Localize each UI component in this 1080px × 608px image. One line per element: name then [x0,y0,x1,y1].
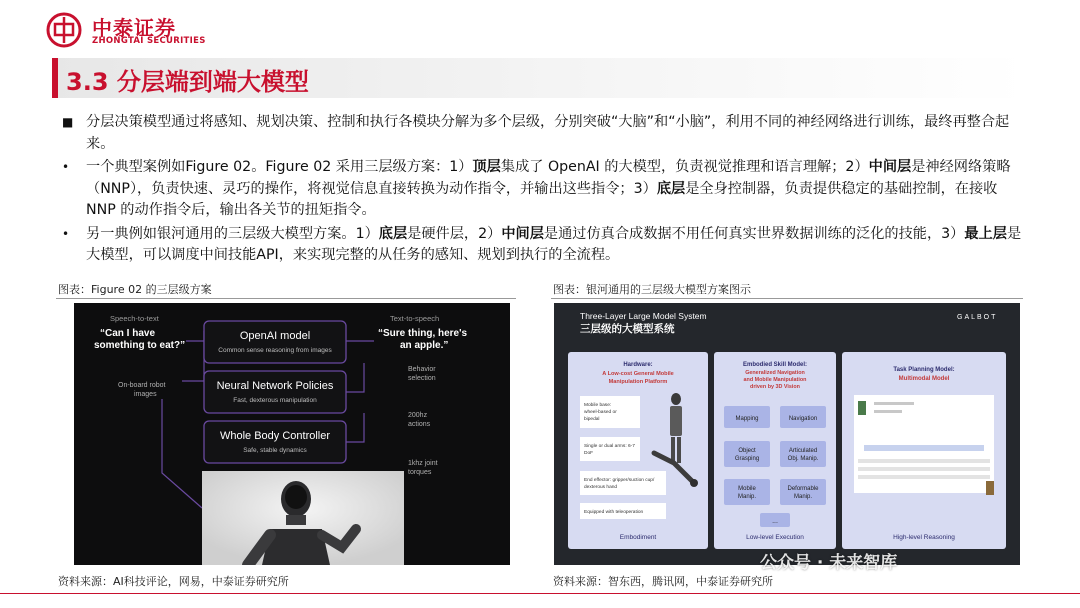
bullet-mark: • [62,160,70,174]
hardware-item-2 [580,437,640,461]
watermark: 公众号 · 未来智库 [760,553,898,573]
bullet-text [86,224,1028,267]
bullet-emphasis: 顶层 [472,159,501,175]
galbot-title-cn: 三层级的大模型系统 [580,323,675,335]
hardware-head1: Hardware: [623,362,653,368]
page-title: 3.3 分层端到端大模型 [66,68,309,96]
hardware-head2b: Manipulation Platform [608,379,668,385]
brand-name-cn: 中泰证券 [92,16,176,40]
skill-object-grasping [724,441,770,467]
onboard-label-line1: On-board robot [118,382,166,389]
onboard-label-line2: images [134,391,157,398]
bullet-item [62,112,1028,155]
bullet-list [62,112,1028,269]
svg-text:Mobile: Mobile [738,486,756,492]
planning-head2: Multimodal Model [898,376,950,382]
skill-mobile-manip [724,479,770,505]
image-flow-line [162,399,202,508]
note-1khz-line2: torques [408,469,432,476]
svg-text:DoF: DoF [584,451,594,456]
hardware-item-3 [580,471,666,495]
figure-left-divider [56,298,516,299]
layer-box-openai [204,321,346,363]
figure-right-divider [551,298,1023,299]
bullet-text [86,112,1028,155]
svg-text:Articulated: Articulated [788,448,818,454]
out-flow-mid [346,363,364,392]
svg-text:Deformable: Deformable [787,486,819,492]
figure-left-source: 资料来源：AI科技评论，网易，中泰证券研究所 [58,575,289,588]
svg-text:Grasping: Grasping [734,456,760,462]
hardware-footer: Embodiment [619,534,657,541]
bullet-emphasis: 中间层 [868,159,912,175]
bullet-segment: 是通过仿真合成数据不用任何真实世界数据训练的泛化的技能，3） [543,225,965,242]
svg-text:Object: Object [738,448,756,454]
galbot-diagram [554,303,1020,565]
svg-text:bipedal: bipedal [584,417,600,422]
bullet-emphasis: 最上层 [964,225,1007,242]
layer-desc-wbc: Safe, stable dynamics [243,447,307,454]
quote-in-line2: something to eat?” [94,340,186,351]
layer-box-wbc [204,421,346,463]
bullet-segment: 是大模型，可以调度中间技能API，来实现完整的从任务的感知、规划到执行的全流程。 [86,225,1022,263]
svg-text:wheel-based or: wheel-based or [584,410,617,415]
zhongtai-logo-icon [46,12,82,48]
bullet-segment: 集成了 OpenAI 的大模型，负责视觉推理和语言理解；2） [500,159,869,175]
figure-right-source: 资料来源：智东西，腾讯网，中泰证券研究所 [553,575,773,588]
svg-text:Equipped with teleoperation: Equipped with teleoperation [584,510,644,515]
svg-text:Manip.: Manip. [737,494,757,500]
note-behavior-line2: selection [408,375,436,382]
text-to-speech-label: Text-to-speech [390,314,440,323]
bullet-item [62,157,1028,222]
brand-name-en: ZHONGTAI SECURITIES [92,36,206,46]
svg-text:Manip.: Manip. [793,494,813,500]
svg-text:driven by 3D Vision: driven by 3D Vision [750,384,800,390]
bullet-item [62,224,1028,267]
bullet-segment: 另一典例如银河通用的三层级大模型方案。1） [86,225,379,242]
svg-text:Navigation: Navigation [788,416,818,422]
quote-out-line1: “Sure thing, here's [378,328,468,339]
quote-out-line2: an apple.” [400,340,449,351]
bullet-emphasis: 中间层 [501,225,544,242]
bullet-segment: 一个典型案例如Figure 02。Figure 02 采用三层级方案：1） [86,159,473,175]
footer-line [0,593,1080,594]
layer-desc-openai: Common sense reasoning from images [218,347,332,354]
svg-text:Obj. Manip.: Obj. Manip. [787,456,819,462]
figure-right-label: 图表：银河通用的三层级大模型方案图示 [553,283,751,296]
bullet-mark: • [62,226,70,241]
speech-to-text-label: Speech-to-text [110,314,159,323]
image-flow-line-top [182,331,204,381]
skill-head1: Embodied Skill Model: [742,362,808,368]
bullet-segment: 是硬件层，2） [407,225,502,242]
quote-in-line1: “Can I have [100,328,156,339]
galbot-logo: GALBOT [957,314,998,321]
skill-footer: Low-level Execution [746,534,804,541]
svg-text:End effector: gripper/suction: End effector: gripper/suction cup/ [584,478,655,483]
figure-left-label: 图表：Figure 02 的三层级方案 [58,283,212,296]
svg-text:Mapping: Mapping [735,416,759,422]
svg-text:and Mobile Manipulation: and Mobile Manipulation [743,377,807,383]
skill-articulated [780,441,826,467]
hardware-head2a: A Low-cost General Mobile [602,371,674,377]
bullet-emphasis: 底层 [378,225,408,242]
planning-head1: Task Planning Model: [893,367,955,373]
bullet-mark: ■ [62,115,74,129]
svg-text:Generalized Navigation: Generalized Navigation [745,370,805,376]
bullet-segment: 是全身控制器，负责提供稳定的基础控制，在接收 NNP 的动作指令后，输出各关节的扭矩指令。 [86,180,998,218]
svg-text:Single or dual arms: 6-7: Single or dual arms: 6-7 [584,444,635,449]
svg-text:...: ... [772,518,778,525]
layer-name-wbc: Whole Body Controller [219,430,331,442]
layer-name-openai: OpenAI model [239,330,311,342]
note-behavior-line1: Behavior [408,366,436,373]
skill-deformable [780,479,826,505]
note-200hz-line1: 200hz [408,412,428,419]
layer-box-nnp [204,371,346,413]
svg-text:dexterous hand: dexterous hand [584,485,618,490]
bullet-segment: 分层决策模型通过将感知、规划决策、控制和执行各模块分解为多个层级，分别突破“大脑”和“小脑”，利用不同的神经网络进行训练，最终再整合起来。 [86,114,1010,152]
figure02-diagram [74,303,510,565]
layer-desc-nnp: Fast, dexterous manipulation [233,397,317,404]
galbot-title-en: Three-Layer Large Model System [580,311,707,321]
layer-name-nnp: Neural Network Policies [216,380,334,392]
bullet-emphasis: 底层 [656,180,686,197]
bullet-segment: 是神经网络策略（NNP），负责快速、灵巧的操作，将视觉信息直接转换为动作指令，并输出这些指令；3） [86,159,1011,197]
bullet-text [86,157,1028,222]
svg-text:Mobile base:: Mobile base: [584,403,612,408]
title-accent [52,58,58,98]
page-header [0,0,1080,56]
note-200hz-line2: actions [408,421,431,428]
out-flow-low [346,413,364,442]
planning-footer: High-level Reasoning [893,534,955,541]
note-1khz-line1: 1khz joint [408,460,438,467]
